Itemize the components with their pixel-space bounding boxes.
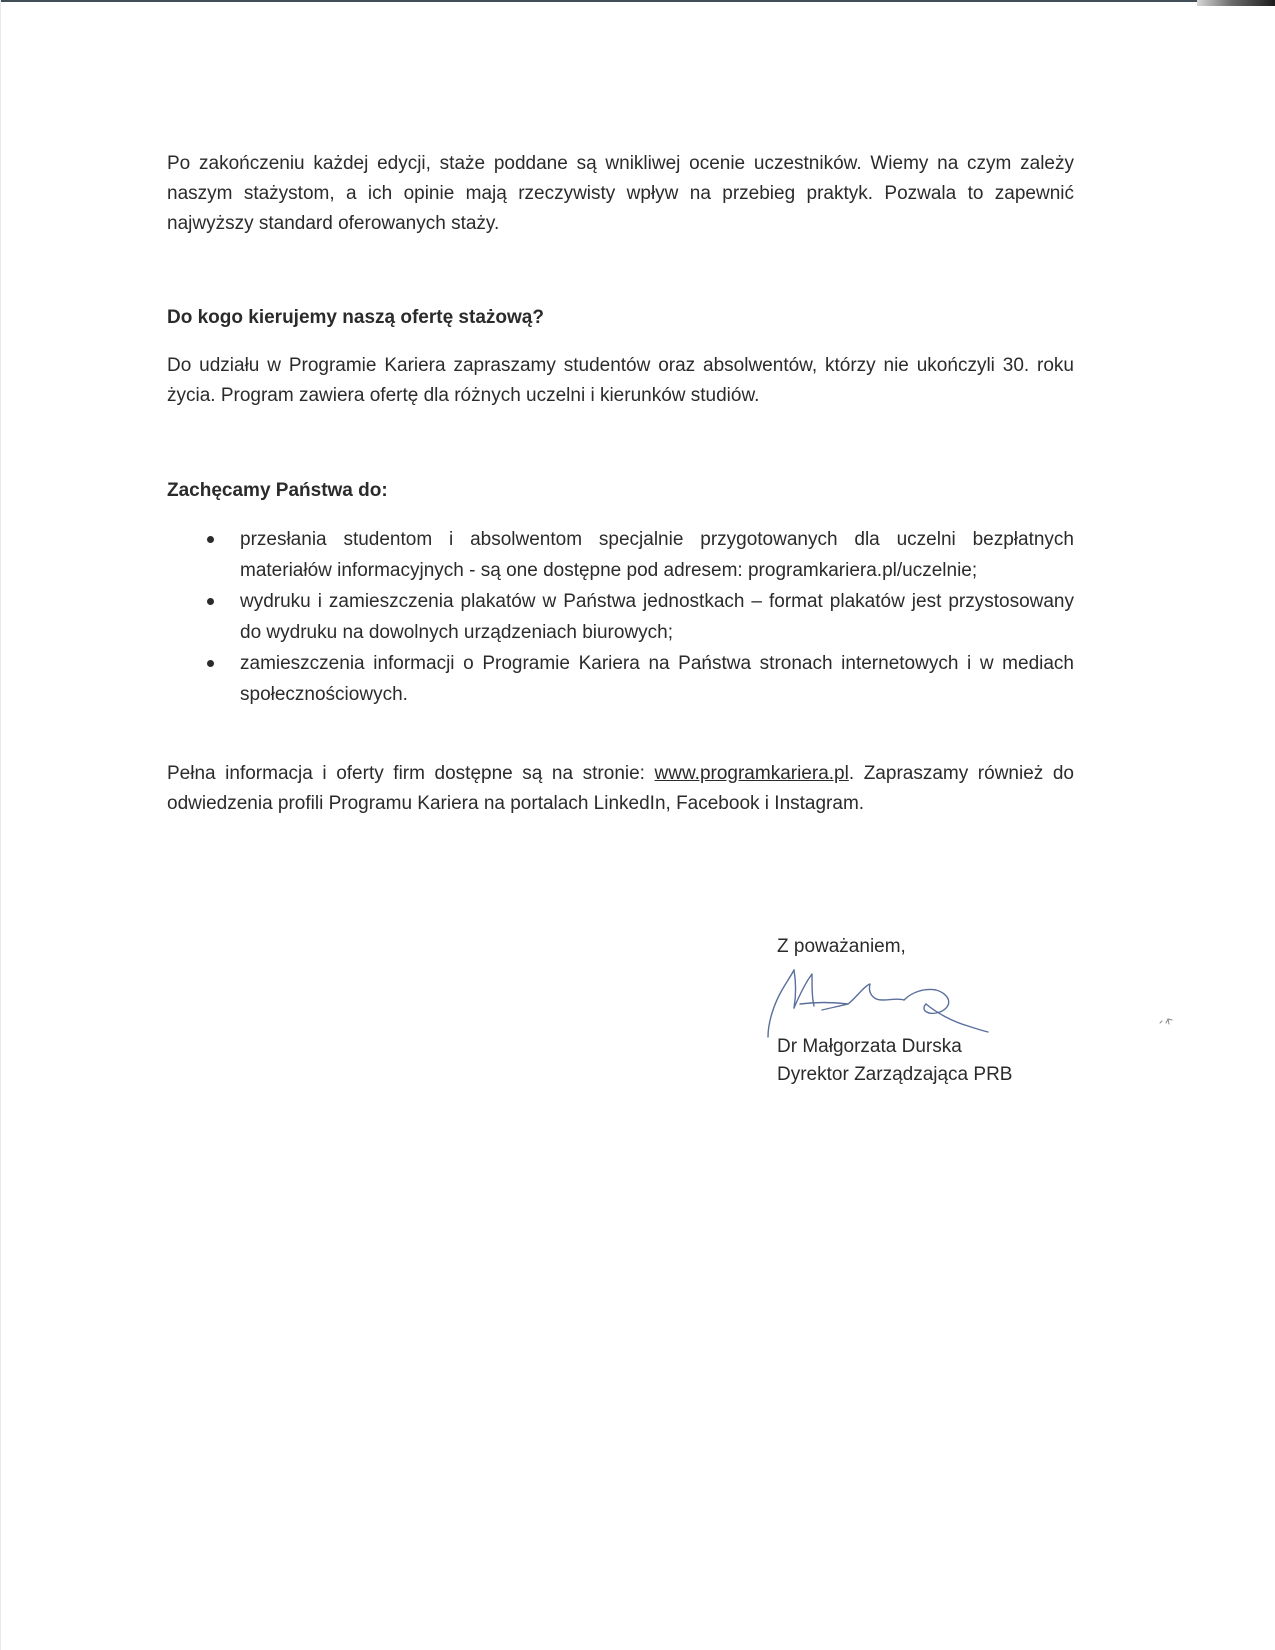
scan-edge-top <box>0 0 1275 2</box>
list-item-text: wydruku i zamieszczenia plakatów w Państwa jednostkach – format plakatów jest przystosowany do wydruku na dowolnych urządzeniach biurowych; <box>240 591 1074 643</box>
signer-name: Dr Małgorzata Durska <box>777 1036 962 1057</box>
list-item <box>167 648 1074 710</box>
info-text-after-link: . Zapraszamy również do odwiedzenia profili Programu Kariera na portalach LinkedIn, Facebook i Instagram. <box>167 763 1074 814</box>
target-heading: Do kogo kierujemy naszą ofertę stażową? <box>167 307 544 328</box>
info-paragraph <box>167 759 1074 819</box>
target-paragraph: Do udziału w Programie Kariera zapraszamy studentów oraz absolwentów, którzy nie ukończyli 30. roku życia. Program zawiera ofertę dla różnych uczelni i kierunków studiów. <box>167 355 1074 406</box>
list-item-text: zamieszczenia informacji o Programie Kariera na Państwa stronach internetowych i w mediach społecznościowych. <box>240 653 1074 705</box>
signer-block <box>777 1033 1012 1089</box>
intro-paragraph: Po zakończeniu każdej edycji, staże poddane są wnikliwej ocenie uczestników. Wiemy na czym zależy naszym stażystom, a ich opinie mają rzeczywisty wpływ na przebieg praktyk. Pozwala to zapewnić najwyższy standard oferowanych staży. <box>167 153 1074 234</box>
bullet-icon <box>207 598 214 605</box>
website-link[interactable]: www.programkariera.pl <box>654 763 849 784</box>
bullet-icon <box>207 536 214 543</box>
info-text-before-link: Pełna informacja i oferty firm dostępne są na stronie: <box>167 763 655 784</box>
list-item <box>167 586 1074 648</box>
encourage-heading: Zachęcamy Państwa do: <box>167 480 388 501</box>
list-item <box>167 524 1074 586</box>
signer-title: Dyrektor Zarządzająca PRB <box>777 1064 1013 1085</box>
list-item-text: przesłania studentom i absolwentom specjalnie przygotowanych dla uczelni bezpłatnych materiałów informacyjnych - są one dostępne pod adresem: programkariera.pl/uczelnie; <box>240 529 1074 581</box>
scan-artifact-mark <box>1158 1017 1176 1025</box>
handwritten-signature <box>760 962 1010 1044</box>
scan-edge-left <box>0 0 1 1650</box>
bullet-icon <box>207 660 214 667</box>
encourage-list <box>167 524 1074 710</box>
closing-salutation: Z poważaniem, <box>777 936 906 957</box>
scan-edge-corner <box>1197 0 1275 6</box>
